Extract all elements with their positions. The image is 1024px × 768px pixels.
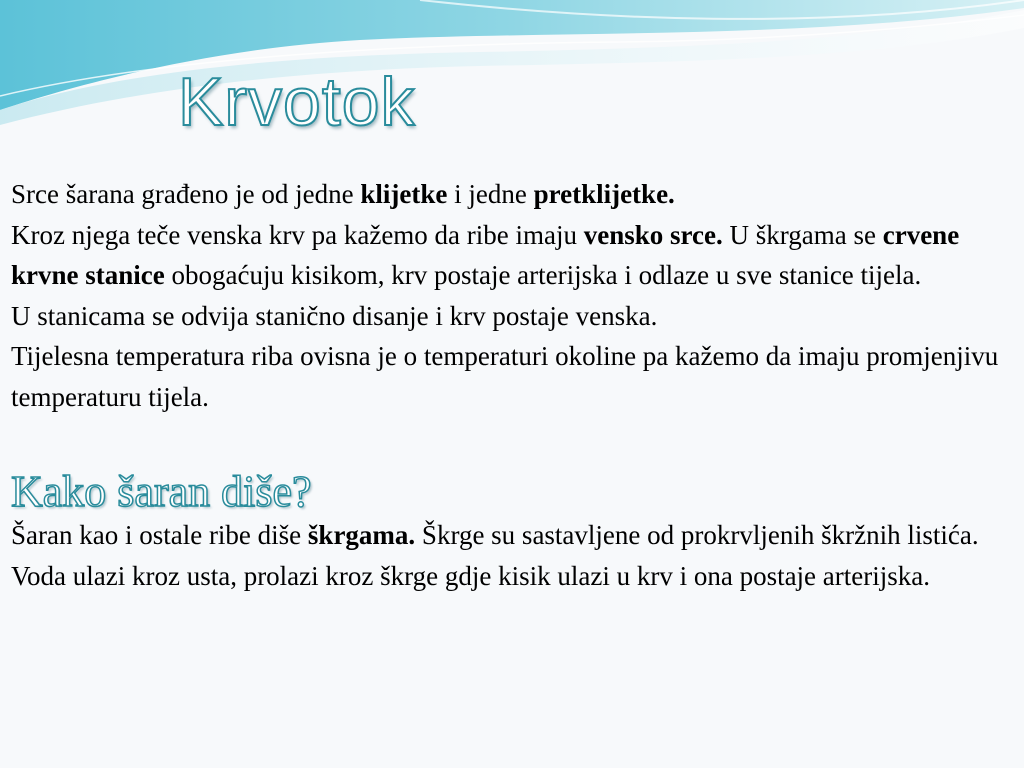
paragraph: [11, 336, 1011, 417]
paragraph: [11, 174, 1011, 215]
text-segment: obogaćuju kisikom, krv postaje arterijska i odlaze u sve stanice tijela.: [164, 260, 922, 290]
text-segment: Kroz njega teče venska krv pa kažemo da ribe imaju: [11, 219, 584, 250]
body-paragraphs-2: [11, 515, 1011, 596]
bold-term: klijetke: [360, 179, 448, 209]
subheading: Kako šaran diše?: [11, 467, 312, 516]
text-segment: i jedne: [447, 179, 534, 209]
paragraph: [11, 215, 1011, 296]
bold-term: vensko srce.: [583, 219, 723, 250]
text-segment: U stanicama se odvija stanično disanje i krv postaje venska.: [11, 300, 658, 331]
text-segment: Tijelesna temperatura riba ovisna je o temperaturi okoline pa kažemo da imaju promjenjivu temperaturu tijela.: [11, 341, 999, 412]
text-segment: Šaran kao i ostale ribe diše: [11, 520, 308, 550]
text-segment: Srce šarana građeno je od jedne: [11, 179, 361, 209]
bold-term: pretklijetke.: [533, 179, 675, 209]
slide-title: Krvotok: [178, 64, 416, 140]
text-segment: U škrgama se: [722, 219, 883, 250]
bold-term: crvene krvne stanice: [11, 219, 960, 290]
slide-body: [11, 174, 1011, 596]
paragraph: [11, 515, 1011, 596]
bold-term: škrgama.: [307, 520, 416, 550]
paragraph: [11, 296, 1011, 337]
body-paragraphs: [11, 174, 1011, 417]
text-segment: Škrge su sastavljene od prokrvljenih škržnih listića. Voda ulazi kroz usta, prolazi kroz škrge gdje kisik ulazi u krv i ona postaje arterijska.: [11, 520, 979, 591]
decorative-wave-background: [0, 0, 1024, 140]
